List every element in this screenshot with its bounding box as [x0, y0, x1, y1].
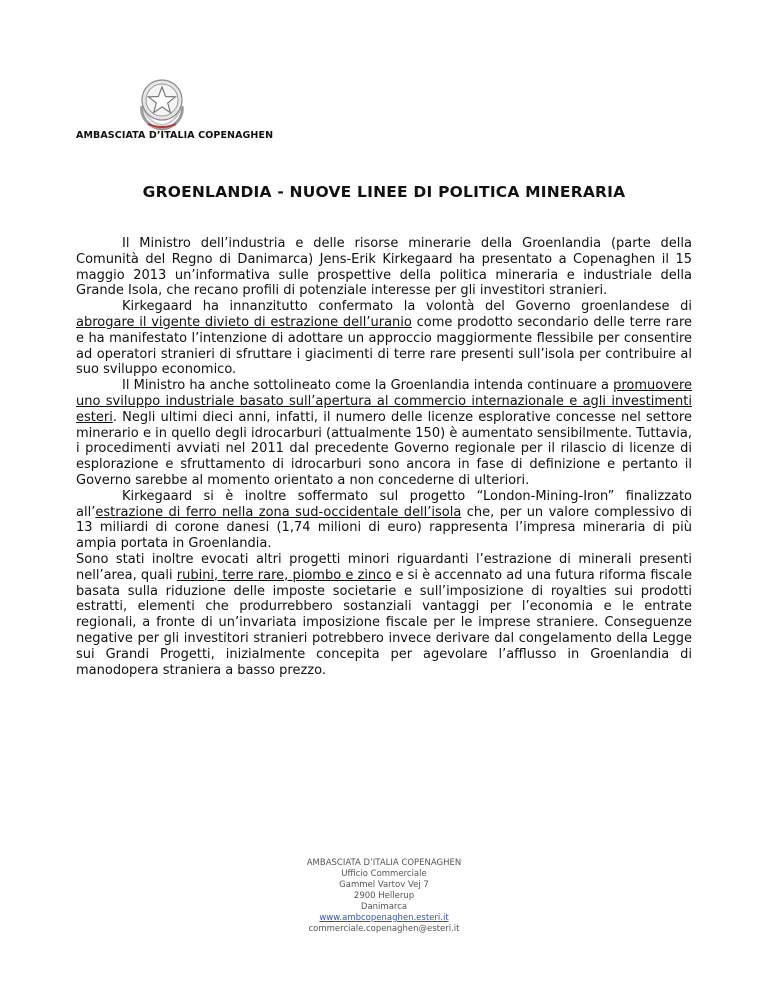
document-title: GROENLANDIA - NUOVE LINEE DI POLITICA MINERARIA: [142, 183, 626, 201]
paragraph-3: [76, 378, 692, 489]
paragraph-5-text-cont: e si è accennato ad una futura riforma fiscale basata sulla riduzione delle imposte societarie e sull’imposizione di royalties sui prodotti estratti, elementi che produrrebbero sostanziali vantaggi per l’economia e le entrate regionali, a fronte di un’invariata imposizione fiscale per le imprese straniere. Conseguenze negative per gli investitori stranieri potrebbero invece derivare dal congelamento della Legge sui Grandi Progetti, inizialmente concepita per agevolare l’afflusso in Groenlandia di manodopera straniera a basso prezzo.: [76, 567, 693, 678]
paragraph-4-text: Kirkegaard si è inoltre soffermato sul progetto “London-Mining-Iron” finalizzato all’: [76, 488, 692, 520]
italian-republic-emblem-icon: [132, 72, 192, 132]
paragraph-2: [76, 299, 692, 378]
document-body: [76, 236, 692, 678]
embassy-header: AMBASCIATA D’ITALIA COPENAGHEN: [76, 130, 274, 141]
footer-email[interactable]: commerciale.copenaghen@esteri.it: [308, 924, 460, 934]
paragraph-2-text-cont: come prodotto secondario delle terre rare e ha manifestato l’intenzione di adottare un approccio maggiormente flessibile per consentire ad operatori stranieri di sfruttare i giacimenti di terre rare presenti sull’isola per contribuire al suo sviluppo economico.: [76, 314, 692, 378]
footer-address: [0, 858, 768, 935]
footer-street: Gammel Vartov Vej 7: [339, 880, 429, 890]
paragraph-1: Il Ministro dell’industria e delle risorse minerarie della Groenlandia (parte della Comunità del Regno di Danimarca) Jens-Erik Kirkegaard ha presentato a Copenaghen il 15 maggio 2013 un’informativa sulle prospettive della politica mineraria e industriale della Grande Isola, che recano profili di potenziale interesse per gli investitori stranieri.: [76, 236, 692, 299]
paragraph-5: [76, 552, 692, 678]
paragraph-2-text: Kirkegaard ha innanzitutto confermato la volontà del Governo groenlandese di: [122, 299, 692, 315]
paragraph-3-text: Il Ministro ha anche sottolineato come la Groenlandia intenda continuare a: [122, 378, 614, 394]
footer-embassy-name: AMBASCIATA D’ITALIA COPENAGHEN: [306, 858, 462, 868]
paragraph-4: [76, 489, 692, 552]
minerals-highlight: rubini, terre rare, piombo e zinco: [176, 567, 392, 583]
uranium-ban-highlight: abrogare il vigente divieto di estrazione dell’uranio: [76, 314, 412, 330]
footer-country: Danimarca: [360, 902, 408, 912]
footer-office: Ufficio Commerciale: [341, 869, 427, 879]
footer-city: 2900 Hellerup: [353, 891, 415, 901]
paragraph-3-text-cont: . Negli ultimi dieci anni, infatti, il numero delle licenze esplorative concesse nel settore minerario e in quello degli idrocarburi (attualmente 150) è aumentato sensibilmente. Tuttavia, i procedimenti avviati nel 2011 dal precedente Governo regionale per il rilascio di licenze di esplorazione e sfruttamento di idrocarburi sono ancora in fase di definizione e pertanto il Governo sarebbe al momento orientato a non concederne di ulteriori.: [76, 409, 692, 488]
paragraph-4-text-cont: che, per un valore complessivo di 13 miliardi di corone danesi (1,74 milioni di euro) rappresenta l’impresa mineraria di più ampia portata in Groenlandia.: [76, 504, 692, 552]
iron-extraction-highlight: estrazione di ferro nella zona sud-occidentale dell’isola: [95, 504, 462, 520]
industrial-development-highlight: promuovere uno sviluppo industriale basato sull’apertura al commercio internazionale e agli investimenti esteri: [76, 378, 692, 425]
footer-website-link[interactable]: www.ambcopenaghen.esteri.it: [319, 913, 449, 923]
paragraph-5-text: Sono stati inoltre evocati altri progetti minori riguardanti l’estrazione di minerali presenti nell’area, quali: [76, 551, 692, 583]
